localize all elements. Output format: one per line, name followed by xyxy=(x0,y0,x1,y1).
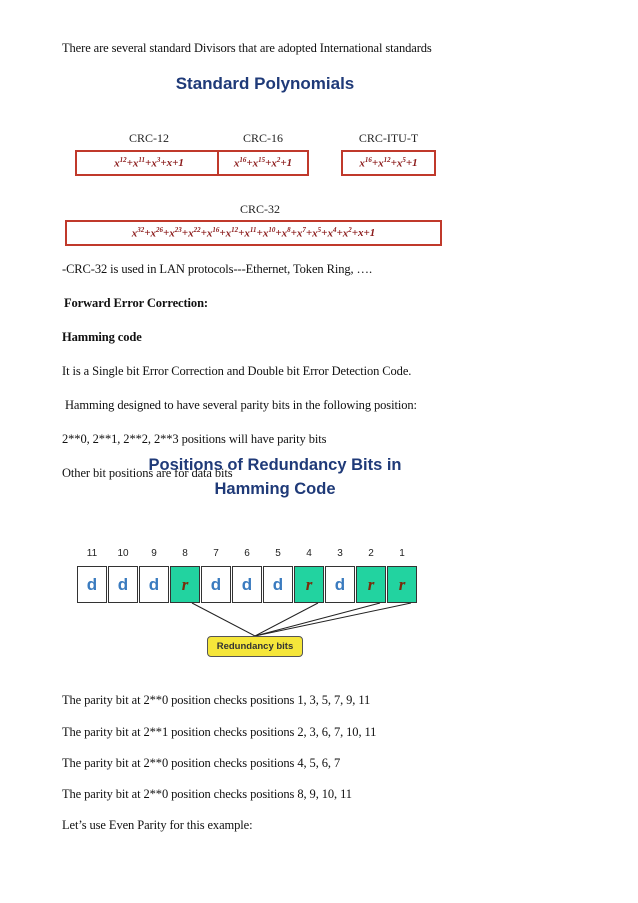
plus-sign: + xyxy=(145,157,152,169)
data-bit-cell: d xyxy=(139,566,169,603)
polynomial-term: $x^8$ xyxy=(281,226,291,240)
bit-position-label: 2 xyxy=(368,548,374,559)
data-bit-cell: d xyxy=(77,566,107,603)
crc32-usage-text: -CRC-32 is used in LAN protocols---Ethernet, Token Ring, …. xyxy=(62,262,372,276)
parity-check-3: The parity bit at 2**0 position checks positions 4, 5, 6, 7 xyxy=(62,756,341,770)
redundancy-bit-cell: r xyxy=(294,566,324,603)
polynomial-term: $x^{12}$ xyxy=(378,156,391,170)
plus-sign: + xyxy=(275,227,282,239)
polynomial-term: 1 xyxy=(412,157,418,169)
even-parity-text: Let’s use Even Parity for this example: xyxy=(62,818,253,832)
plus-sign: + xyxy=(290,227,297,239)
polynomial-term: $x^{22}$ xyxy=(188,226,201,240)
crc12-polynomial xyxy=(75,150,223,176)
bit-position-label: 9 xyxy=(151,548,157,559)
polynomial-term: $x^2$ xyxy=(342,226,352,240)
plus-sign: + xyxy=(200,227,207,239)
plus-sign: + xyxy=(280,157,287,169)
polynomial-term: $x^{26}$ xyxy=(150,226,163,240)
polynomial-term: $x^7$ xyxy=(296,226,306,240)
fec-heading: Forward Error Correction: xyxy=(64,296,208,310)
polynomial-term: $x^{15}$ xyxy=(252,156,266,170)
parity-check-2: The parity bit at 2**1 position checks positions 2, 3, 6, 7, 10, 11 xyxy=(62,725,377,739)
plus-sign: + xyxy=(321,227,328,239)
polynomial-term: $x^{16}$ xyxy=(206,226,220,240)
redundancy-figure-title-line1: Positions of Redundancy Bits in xyxy=(148,456,402,474)
polynomial-term: $x^{16}$ xyxy=(233,156,247,170)
plus-sign: + xyxy=(219,227,226,239)
polynomial-term: 1 xyxy=(369,227,376,239)
data-bit-cell: d xyxy=(263,566,293,603)
polynomial-term: x xyxy=(166,157,173,169)
crc12-label: CRC-12 xyxy=(128,131,169,145)
polynomial-term: $x^{12}$ xyxy=(225,226,239,240)
polynomial-term: $x^{11}$ xyxy=(244,226,257,240)
bit-position-label: 4 xyxy=(306,548,312,559)
plus-sign: + xyxy=(363,227,370,239)
redundancy-figure-title-line2: Hamming Code xyxy=(214,480,336,498)
polynomial-term: $x^5$ xyxy=(396,156,406,170)
polynomial-term: $x^{10}$ xyxy=(262,226,276,240)
hamming-heading: Hamming code xyxy=(62,330,142,344)
intro-text: There are several standard Divisors that are adopted International standards xyxy=(62,41,432,55)
polynomial-term: $x^4$ xyxy=(327,226,337,240)
polynomial-term: $x^5$ xyxy=(312,226,322,240)
plus-sign: + xyxy=(256,227,263,239)
plus-sign: + xyxy=(238,227,245,239)
crc-itu-polynomial xyxy=(341,150,436,176)
redundancy-bit-cell: r xyxy=(170,566,200,603)
data-bit-cell: d xyxy=(232,566,262,603)
redundancy-bit-cell: r xyxy=(387,566,417,603)
redundancy-bits-label: Redundancy bits xyxy=(207,636,303,657)
plus-sign: + xyxy=(371,157,379,169)
plus-sign: + xyxy=(351,227,358,239)
bit-position-label: 7 xyxy=(213,548,219,559)
data-positions-text: Other bit positions are for data bits xyxy=(62,466,233,480)
polynomial-term: $x^{11}$ xyxy=(132,156,146,170)
parity-check-1: The parity bit at 2**0 position checks positions 1, 3, 5, 7, 9, 11 xyxy=(62,693,371,707)
polynomials-figure-title: Standard Polynomials xyxy=(175,74,355,93)
polynomial-term: 1 xyxy=(286,157,293,169)
bit-position-label: 11 xyxy=(86,548,98,559)
crc32-polynomial xyxy=(65,220,442,246)
crc16-polynomial xyxy=(217,150,309,176)
polynomial-term: $x^{16}$ xyxy=(359,156,372,170)
bit-position-label: 3 xyxy=(337,548,343,559)
plus-sign: + xyxy=(181,227,189,239)
plus-sign: + xyxy=(246,157,253,169)
polynomial-term: $x^2$ xyxy=(271,156,281,170)
plus-sign: + xyxy=(160,157,167,169)
hamming-description: It is a Single bit Error Correction and Double bit Error Detection Code. xyxy=(62,364,412,378)
crc32-label: CRC-32 xyxy=(239,202,280,216)
bit-position-label: 10 xyxy=(117,548,129,559)
crc-itu-label: CRC-ITU-T xyxy=(358,131,419,145)
polynomial-term: $x^3$ xyxy=(151,156,161,170)
bit-position-label: 8 xyxy=(182,548,188,559)
polynomial-term: $x^{12}$ xyxy=(114,156,127,170)
plus-sign: + xyxy=(405,157,413,169)
data-bit-cell: d xyxy=(108,566,138,603)
bit-position-label: 1 xyxy=(399,548,405,559)
parity-positions-text: 2**0, 2**1, 2**2, 2**3 positions will have parity bits xyxy=(62,432,327,446)
parity-check-4: The parity bit at 2**0 position checks positions 8, 9, 10, 11 xyxy=(62,787,352,801)
plus-sign: + xyxy=(390,157,397,169)
plus-sign: + xyxy=(305,227,313,239)
crc16-label: CRC-16 xyxy=(242,131,283,145)
polynomial-term: x xyxy=(358,227,364,239)
bit-position-label: 6 xyxy=(244,548,250,559)
plus-sign: + xyxy=(336,227,343,239)
hamming-parity-text: Hamming designed to have several parity bits in the following position: xyxy=(65,398,417,412)
data-bit-cell: d xyxy=(325,566,355,603)
plus-sign: + xyxy=(265,157,272,169)
redundancy-bit-cell: r xyxy=(356,566,386,603)
plus-sign: + xyxy=(163,227,170,239)
polynomial-term: $x^{32}$ xyxy=(131,226,145,240)
bit-position-label: 5 xyxy=(275,548,281,559)
polynomial-term: 1 xyxy=(178,157,184,169)
plus-sign: + xyxy=(172,157,179,169)
data-bit-cell: d xyxy=(201,566,231,603)
plus-sign: + xyxy=(126,157,133,169)
plus-sign: + xyxy=(144,227,151,239)
polynomial-term: $x^{23}$ xyxy=(169,226,182,240)
